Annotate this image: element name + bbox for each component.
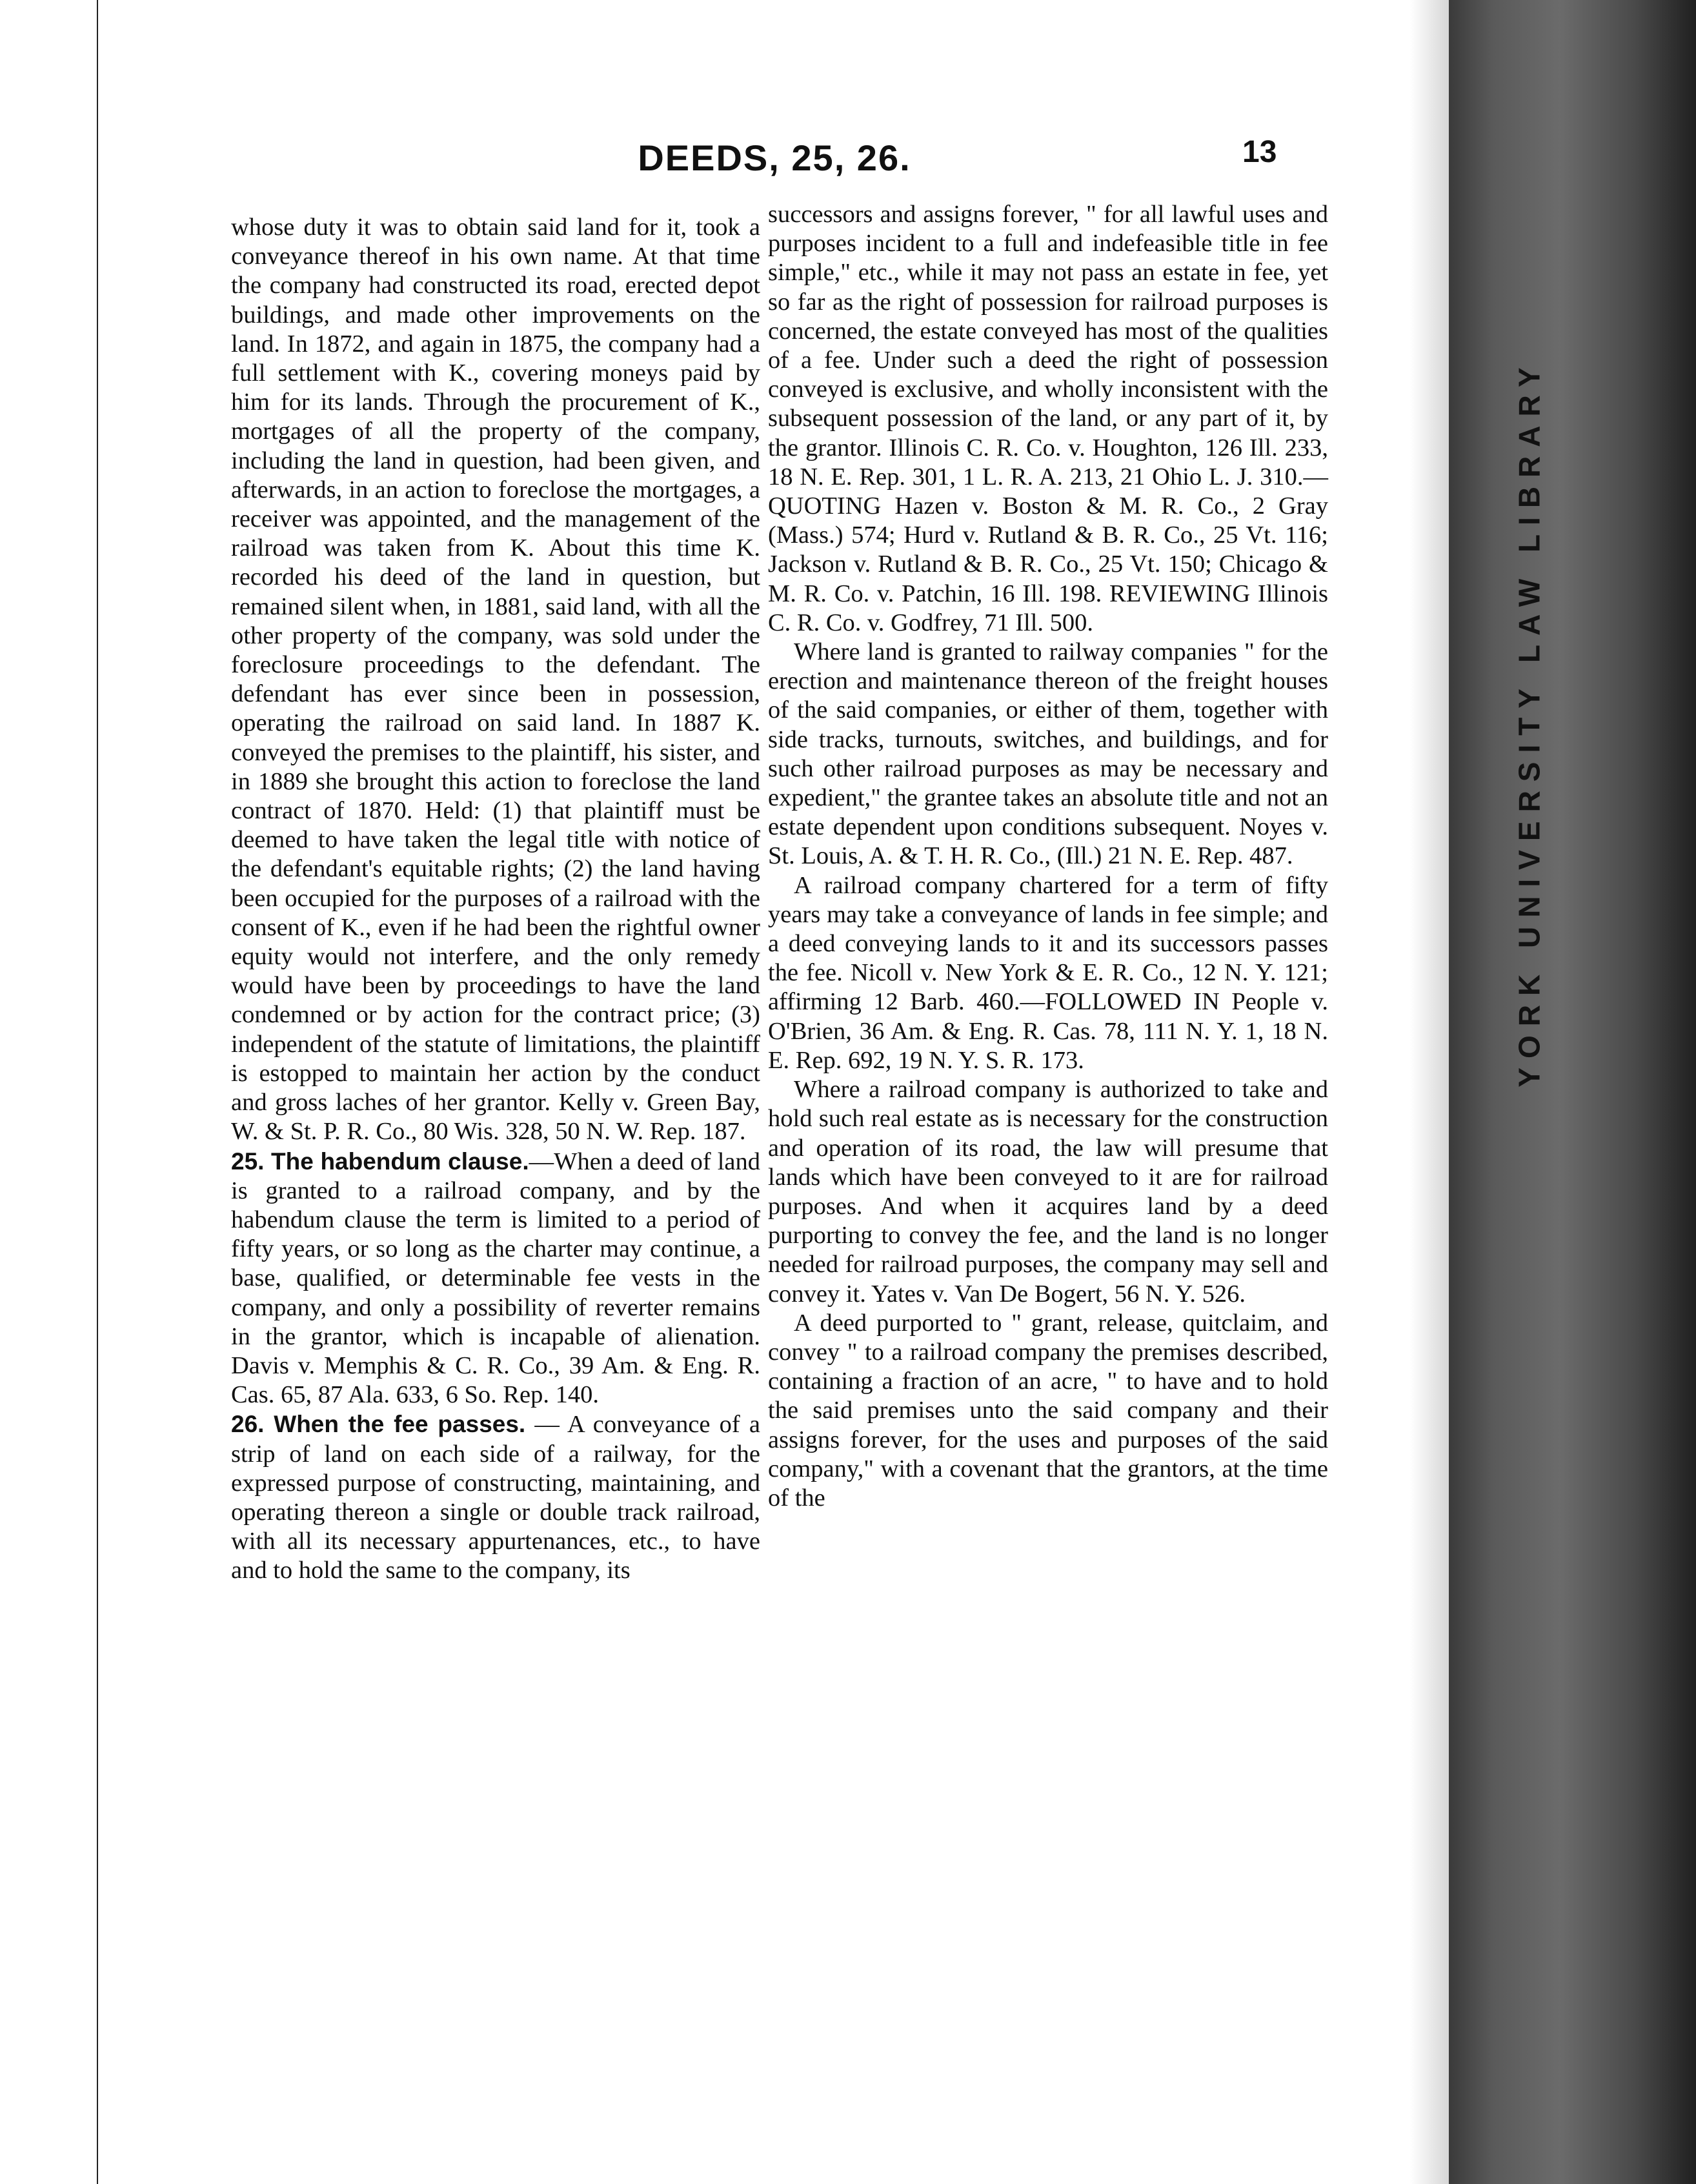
right-paragraph-2: Where land is granted to railway companies " for the erection and maintenance thereon of the freight houses of the said companies, or either of them, together with side tracks, turnouts, switches, and buildings, and for such other railroad purposes as may be necessary and expedient," the grantee takes an absolute title and not an estate dependent upon conditions subsequent. Noyes v. St. Louis, A. & T. H. R. Co., (Ill.) 21 N. E. Rep. 487. [768, 638, 1328, 870]
gutter-shadow [1410, 0, 1449, 2184]
right-column [768, 200, 1328, 1513]
facing-page-edge [0, 0, 98, 2184]
running-head: DEEDS, 25, 26. [638, 137, 911, 178]
page-number: 13 [1242, 135, 1277, 169]
section-26-text: — A conveyance of a strip of land on each side of a railway, for the expressed purpose of constructing, maintaining, and operating thereon a single or double track railroad, with all its necessary appurtenances, etc., to have and to hold the same to the company, its [231, 1411, 761, 1584]
right-paragraph-4: Where a railroad company is authorized to take and hold such real estate as is necessary for the construction and operation of its road, the law will presume that lands which have been conveyed to it are for railroad purposes. And when it acquires land by a deed purporting to convey the fee, and the land is no longer needed for railroad purposes, the company may sell and convey it. Yates v. Van De Bogert, 56 N. Y. 526. [768, 1076, 1328, 1308]
section-25 [205, 1147, 760, 1410]
section-25-text: —When a deed of land is granted to a railroad company, and by the habendum clause the term is limited to a period of fifty years, or so long as the charter may continue, a base, qualified, or determinable fee vests in the company, and only a possibility of reverter remains in the grantor, which is incapable of alienation. Davis v. Memphis & C. R. Co., 39 Am. & Eng. R. Cas. 65, 87 Ala. 633, 6 So. Rep. 140. [231, 1148, 761, 1409]
spine-label-text: YORK UNIVERSITY LAW LIBRARY [1513, 358, 1547, 1087]
section-26 [205, 1410, 760, 1585]
right-paragraph-5: A deed purported to " grant, release, quitclaim, and convey " to a railroad company the premises described, containing a fraction of an acre, " to have and to hold the said premises unto the said company and their assigns forever, for the uses and purposes of the said company," with a covenant that the grantors, at the time of the [768, 1309, 1328, 1512]
right-paragraph-3: A railroad company chartered for a term of fifty years may take a conveyance of lands in fee simple; and a deed conveying lands to it and its successors passes the fee. Nicoll v. New York & E. R. Co., 12 N. Y. 121; affirming 12 Barb. 460.—FOLLOWED IN People v. O'Brien, 36 Am. & Eng. R. Cas. 78, 111 N. Y. 1, 18 N. E. Rep. 692, 19 N. Y. S. R. 173. [768, 871, 1328, 1074]
page-header [0, 137, 1696, 195]
left-paragraph-1: whose duty it was to obtain said land for it, took a conveyance thereof in his own name. At that time the company had constructed its road, erected depot buildings, and made other improvements on the land. In 1872, and again in 1875, the company had a full settlement with K., covering moneys paid by him for its lands. Through the procurement of K., mortgages of all the property of the company, including the land in question, had been given, and afterwards, in an action to foreclose the mortgages, a receiver was appointed, and the management of the railroad was taken from K. About this time K. recorded his deed of the land in question, but remained silent when, in 1881, said land, with all the other property of the company, was sold under the foreclosure proceedings to the defendant. The defendant has ever since been in possession, operating the railroad on said land. In 1887 K. conveyed the premises to the plaintiff, his sister, and in 1889 she brought this action to foreclose the land contract of 1870. Held: (1) that plaintiff must be deemed to have taken the legal title with notice of the defendant's equitable rights; (2) the land having been occupied for the purposes of a railroad with the consent of K., even if he had been the rightful owner equity would not interfere, and the only remedy would have been by proceedings to have the land condemned or by action for the contract price; (3) independent of the statute of limitations, the plaintiff is estopped to maintain her action by the conduct and gross laches of her grantor. Kelly v. Green Bay, W. & St. P. R. Co., 80 Wis. 328, 50 N. W. Rep. 187. [231, 214, 760, 1146]
spine-label [1504, 358, 1555, 1087]
book-spine [1449, 0, 1696, 2184]
section-25-heading: 25. The habendum clause. [231, 1148, 529, 1175]
section-26-heading: 26. When the fee passes. [231, 1411, 526, 1438]
left-column [205, 213, 760, 1586]
right-paragraph-1: successors and assigns forever, " for all lawful uses and purposes incident to a full and indefeasible title in fee simple," etc., while it may not pass an estate in fee, yet so far as the right of possession for railroad purposes is concerned, the estate conveyed has most of the qualities of a fee. Under such a deed the right of possession conveyed is exclusive, and wholly inconsistent with the subsequent possession of the land, or any part of it, by the grantor. Illinois C. R. Co. v. Houghton, 126 Ill. 233, 18 N. E. Rep. 301, 1 L. R. A. 213, 21 Ohio L. J. 310.—QUOTING Hazen v. Boston & M. R. Co., 2 Gray (Mass.) 574; Hurd v. Rutland & B. R. Co., 25 Vt. 116; Jackson v. Rutland & B. R. Co., 25 Vt. 150; Chicago & M. R. Co. v. Patchin, 16 Ill. 198. REVIEWING Illinois C. R. Co. v. Godfrey, 71 Ill. 500. [768, 201, 1328, 636]
